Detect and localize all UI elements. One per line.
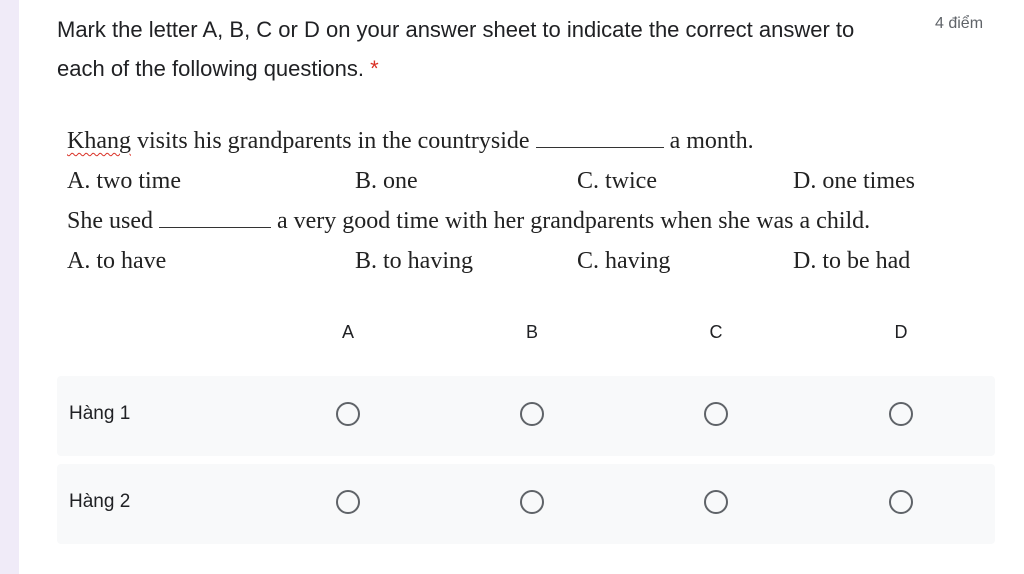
radio-row1-d[interactable] (889, 402, 913, 426)
radio-row2-b[interactable] (520, 490, 544, 514)
grid-row-1 (57, 376, 995, 456)
q2-text-b: a very good time with her grandparents when she was a child. (271, 208, 871, 234)
radio-row1-a[interactable] (336, 402, 360, 426)
q1-option-d: D. one times (793, 168, 915, 194)
q1-option-b: B. one (355, 168, 418, 194)
q1-text-b: a month. (663, 128, 754, 154)
radio-row1-c[interactable] (704, 402, 728, 426)
required-asterisk: * (370, 56, 379, 81)
radio-row2-d[interactable] (889, 490, 913, 514)
column-header-d: D (894, 322, 908, 342)
q2-option-b: B. to having (355, 248, 473, 274)
radio-row2-c[interactable] (704, 490, 728, 514)
q1-text-a: visits his grandparents in the countryside (130, 128, 536, 154)
q2-sentence (67, 208, 870, 235)
q2-option-c: C. having (577, 248, 671, 274)
q2-blank (159, 209, 271, 228)
form-left-band (0, 0, 19, 574)
column-header-c: C (709, 322, 723, 342)
q1-option-a: A. two time (67, 168, 181, 194)
radio-row2-a[interactable] (336, 490, 360, 514)
q1-sentence (67, 128, 754, 155)
q1-word-khang: Khang (67, 128, 131, 154)
row-label: Hàng 1 (69, 403, 131, 424)
q2-option-d: D. to be had (793, 248, 911, 274)
q1-blank (536, 129, 664, 148)
grid-row-2 (57, 464, 995, 544)
q2-text-a: She used (67, 208, 159, 234)
q2-option-a: A. to have (67, 248, 167, 274)
column-header-a: A (341, 322, 355, 342)
radio-row1-b[interactable] (520, 402, 544, 426)
question-title-text: Mark the letter A, B, C or D on your answer sheet to indicate the correct answer to each of the following questions. (57, 17, 855, 81)
row-label: Hàng 2 (69, 491, 131, 512)
points-label: 4 điểm (935, 15, 984, 32)
question-card (19, 0, 1024, 574)
q1-option-c: C. twice (577, 168, 657, 194)
question-title (57, 10, 907, 88)
column-header-b: B (525, 322, 539, 342)
